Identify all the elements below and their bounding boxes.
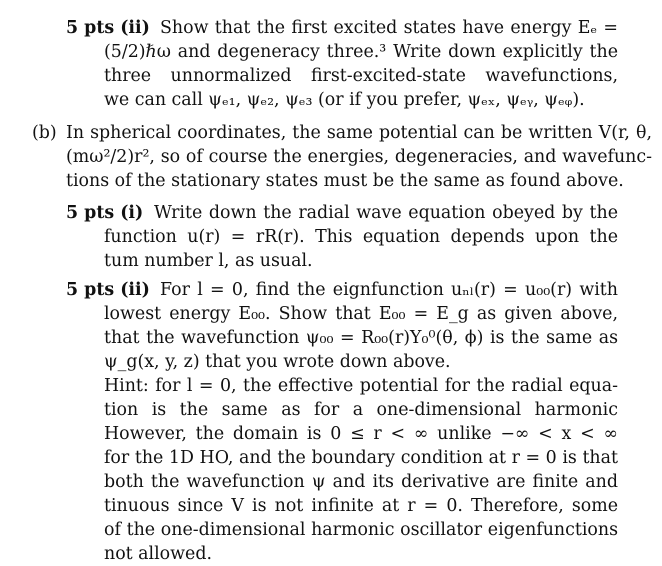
item-b-i-label: 5 pts (i) [66, 203, 144, 223]
part-b-text: In spherical coordinates, the same potential can be written V(r, θ, (mω²/2)r², so of course the energies, degeneracies, and wavefunc- tions of the stationary states must be the same as found above. [66, 123, 652, 191]
item-b-i-first-line: Write down the radial wave equation obeyed by the [154, 203, 618, 223]
item-a-ii-label: 5 pts (ii) [66, 18, 150, 38]
item-b-ii-label: 5 pts (ii) [66, 280, 150, 300]
hint-line: Hint: for l = 0, the effective potential for the radial equa- [104, 376, 618, 396]
item-a-ii-first-line: Show that the first excited states have energy Eₑ = [160, 18, 618, 38]
item-b-i-text: function u(r) = rR(r). This equation depends upon the tum number l, as usual. [104, 227, 618, 271]
part-b-label: (b) [32, 123, 57, 143]
item-b-ii-text: lowest energy E₀₀. Show that E₀₀ = E_g as given above, that the wavefunction ψ₀₀ = R₀₀(r)Y₀⁰(θ, ϕ) is the same as ψ_g(x, y, z) that you wrote down above. Hint: for l = 0, the effective potential for the radial equa- tion is the same as for a one-dimensional harmonic However, the domain is 0 ≤ r < ∞ unlike −∞ < x < ∞ for the 1D HO, and the boundary condition at r = 0 is that both the wavefunction ψ and its derivative are finite and tinuous since V is not infinite at r = 0. Therefore, some of the one-dimensional harmonic oscillator eigenfunctions not allowed. [104, 304, 618, 564]
item-b-ii-first-line: For l = 0, find the eignfunction uₙₗ(r) = u₀₀(r) with [160, 280, 618, 300]
item-a-ii-text: (5/2)ℏω and degeneracy three.³ Write down explicitly the three unnormalized first-excited-state wavefunctions, we can call ψₑ₁, ψₑ₂, ψₑ₃ (or if you prefer, ψₑₓ, ψₑᵧ, ψₑᵩ). [104, 42, 618, 110]
